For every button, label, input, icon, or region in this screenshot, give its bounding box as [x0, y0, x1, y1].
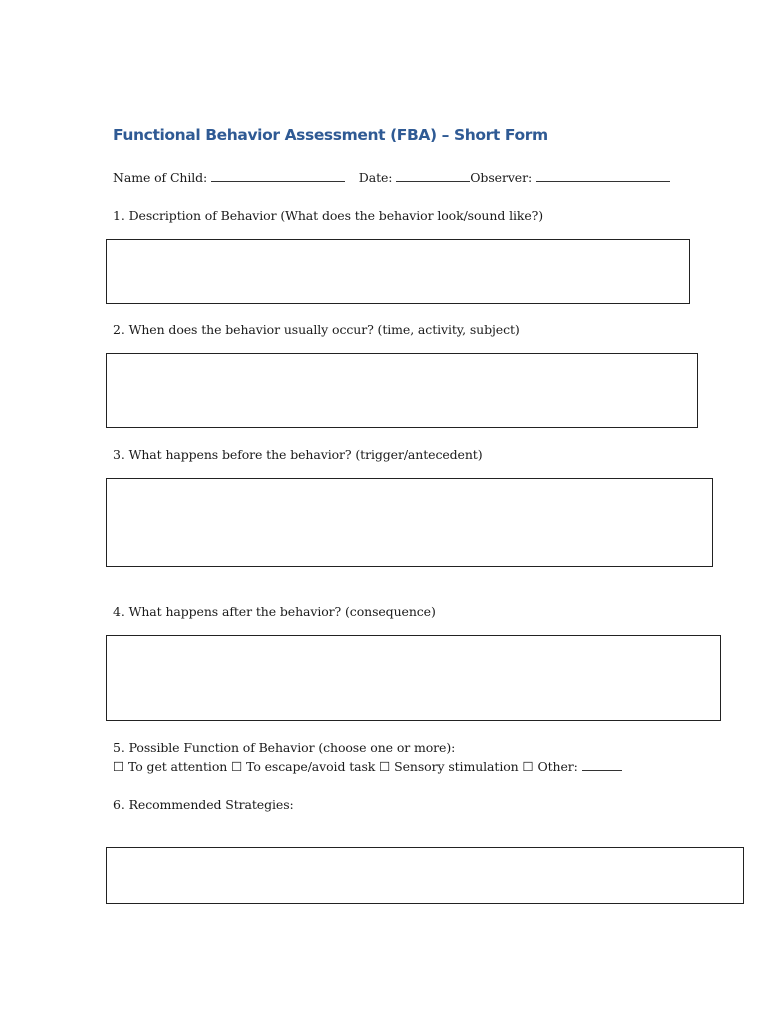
escape-option[interactable] — [231, 759, 375, 774]
question-4-label: 4. What happens after the behavior? (consequence) — [113, 604, 436, 619]
checkbox-icon[interactable]: ☐ — [113, 759, 125, 774]
date-field[interactable] — [396, 170, 470, 182]
strategies-answer-box[interactable] — [106, 847, 744, 904]
checkbox-icon[interactable]: ☐ — [231, 759, 243, 774]
name-field[interactable] — [211, 170, 345, 182]
strategies-label: 6. Recommended Strategies: — [113, 797, 294, 812]
date-label: Date: — [358, 170, 393, 185]
checkbox-icon[interactable]: ☐ — [379, 759, 391, 774]
header-fields-row — [113, 170, 670, 185]
observer-label: Observer: — [470, 170, 533, 185]
escape-option-label: To escape/avoid task — [246, 759, 376, 774]
question-1-answer-box[interactable] — [106, 239, 690, 304]
question-4-answer-box[interactable] — [106, 635, 721, 721]
sensory-option[interactable] — [379, 759, 518, 774]
other-field[interactable] — [582, 759, 622, 771]
other-option[interactable] — [522, 759, 577, 774]
question-3-label: 3. What happens before the behavior? (trigger/antecedent) — [113, 447, 483, 462]
form-title: Functional Behavior Assessment (FBA) – Short Form — [113, 126, 548, 144]
attention-option[interactable] — [113, 759, 227, 774]
checkbox-icon[interactable]: ☐ — [522, 759, 534, 774]
sensory-option-label: Sensory stimulation — [394, 759, 519, 774]
question-2-answer-box[interactable] — [106, 353, 698, 428]
name-label: Name of Child: — [113, 170, 208, 185]
question-1-label: 1. Description of Behavior (What does the behavior look/sound like?) — [113, 208, 544, 223]
question-3-answer-box[interactable] — [106, 478, 713, 567]
other-option-label: Other: — [537, 759, 578, 774]
function-section-label: 5. Possible Function of Behavior (choose one or more): — [113, 740, 456, 755]
observer-field[interactable] — [536, 170, 670, 182]
attention-option-label: To get attention — [127, 759, 228, 774]
question-2-label: 2. When does the behavior usually occur? (time, activity, subject) — [113, 322, 520, 337]
function-options-row — [113, 759, 622, 774]
